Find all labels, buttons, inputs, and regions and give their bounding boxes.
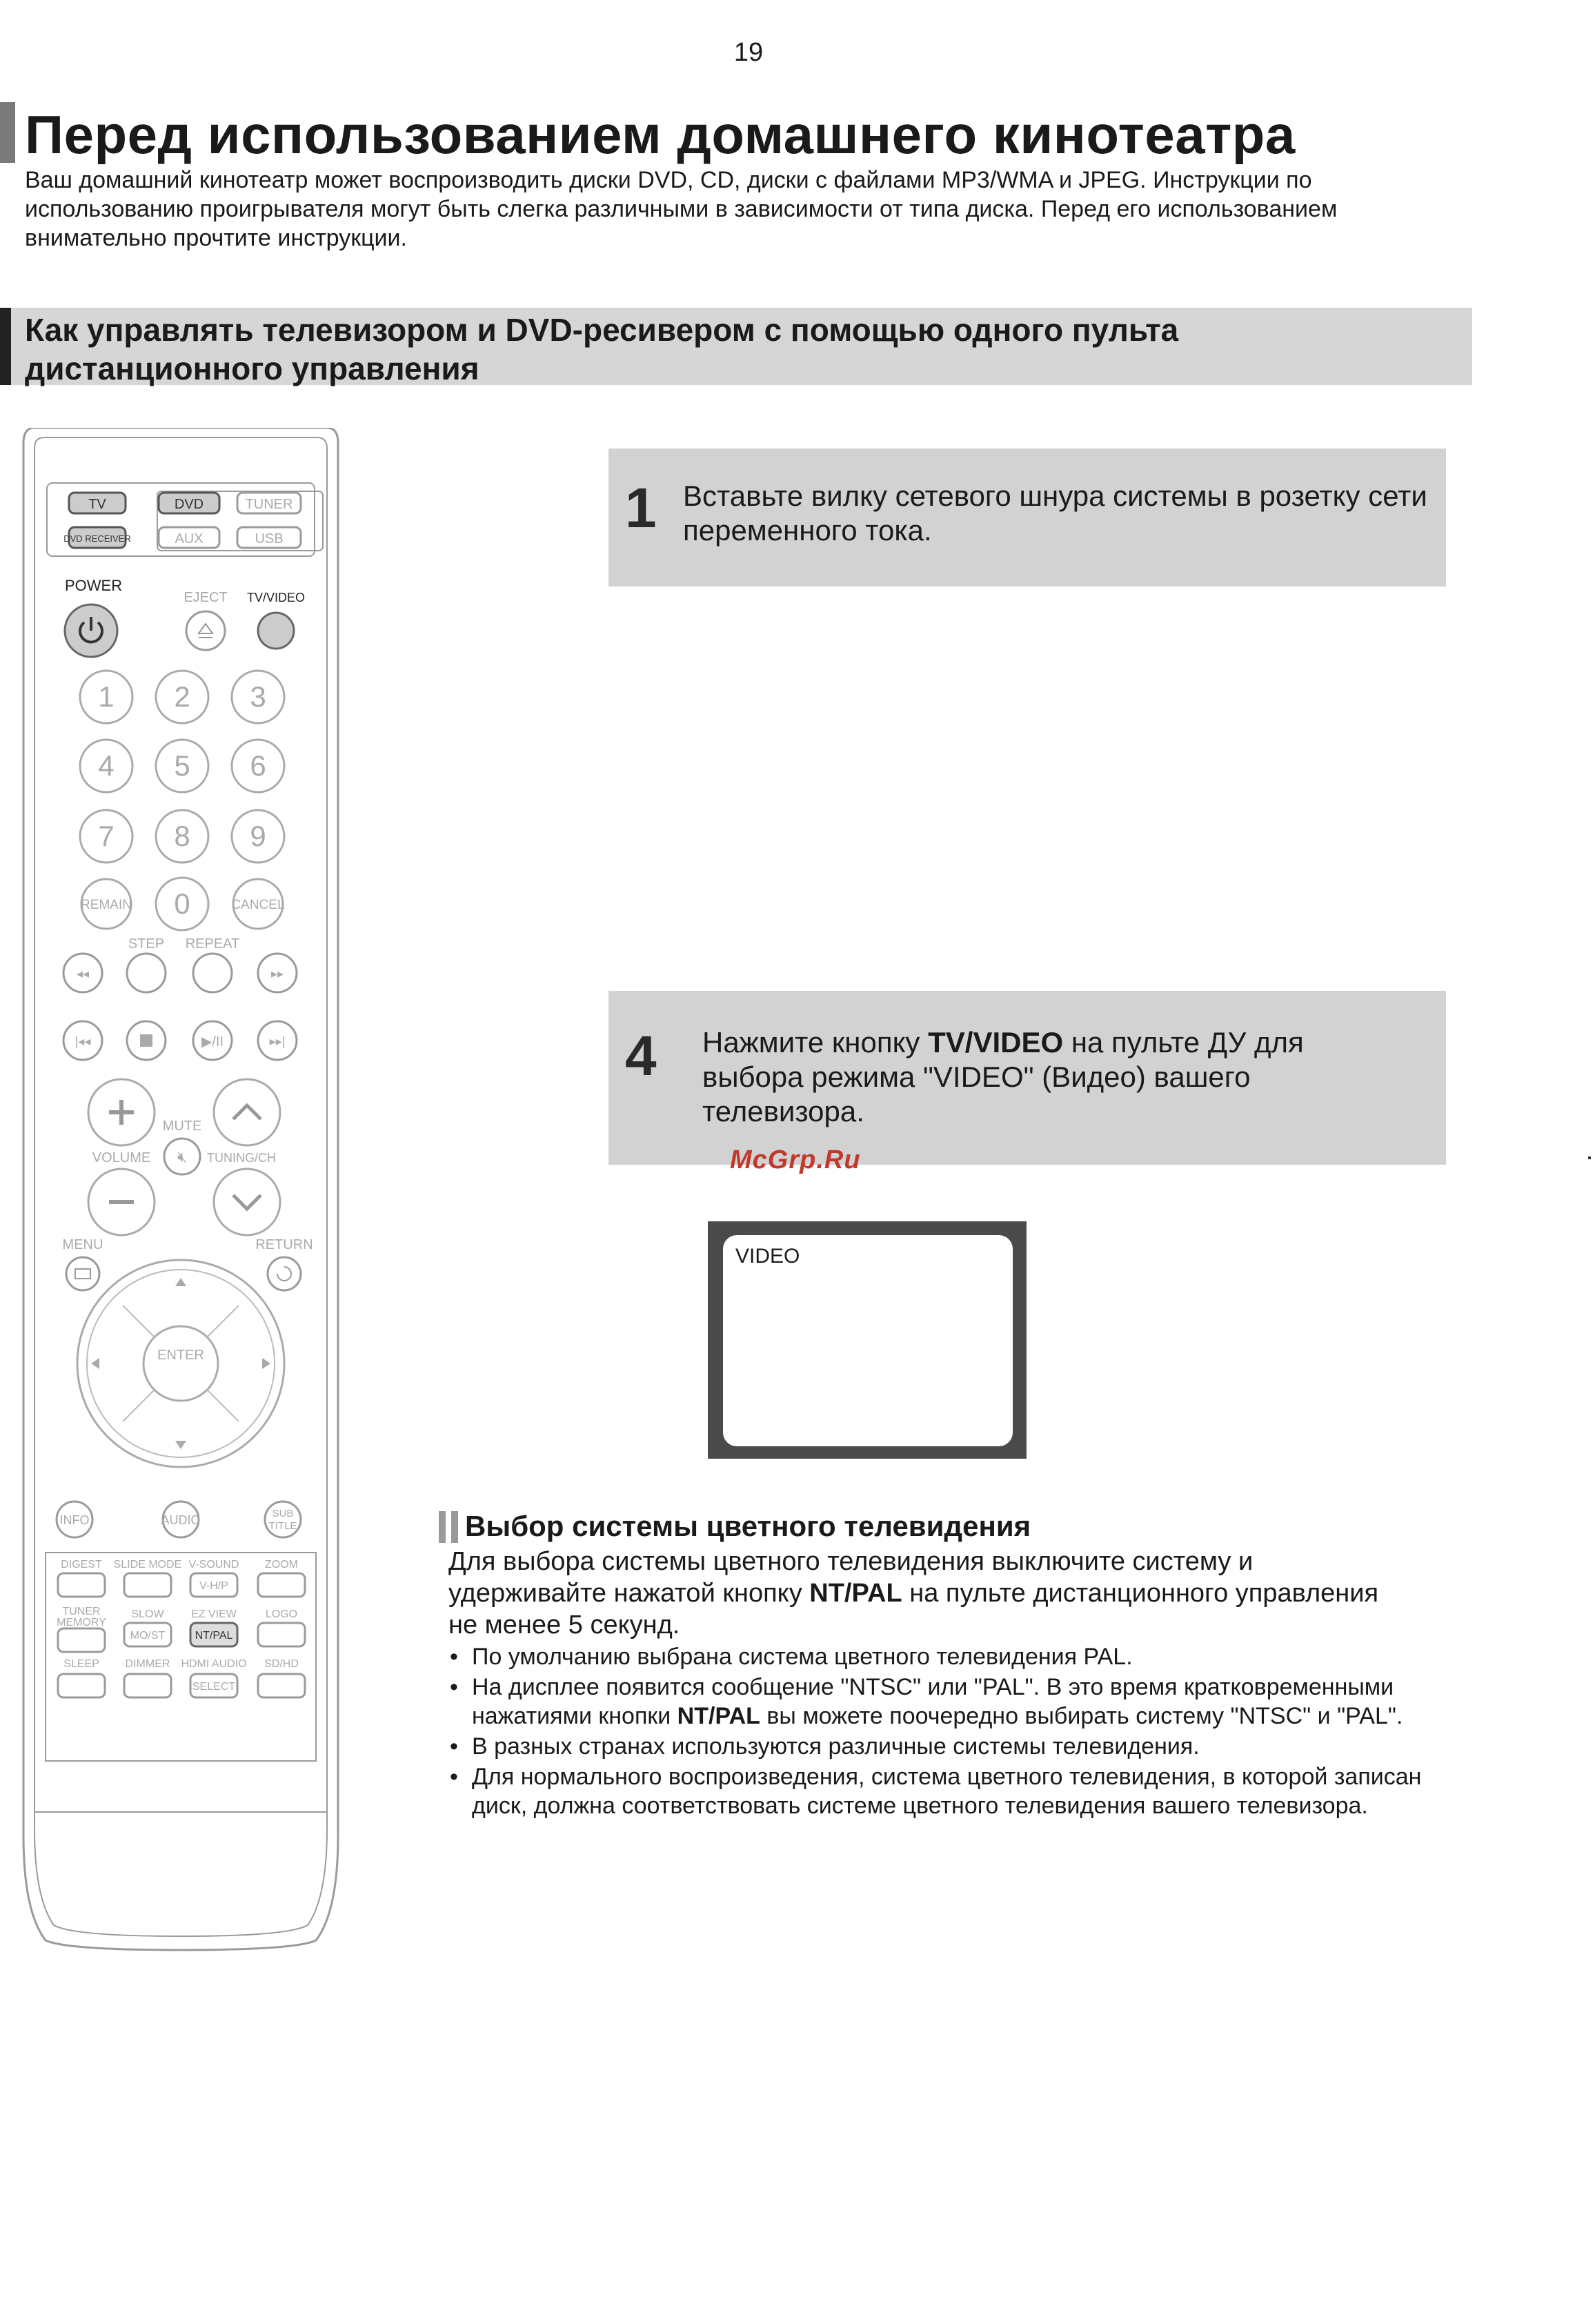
dimmer-label: DIMMER bbox=[125, 1658, 170, 1670]
repeat-label: REPEAT bbox=[185, 936, 240, 952]
number-label-0: 0 bbox=[174, 887, 190, 920]
repeat-button[interactable] bbox=[193, 954, 232, 992]
tuner-mode-label: TUNER bbox=[245, 497, 293, 512]
tuning-ch-label: TUNING/CH bbox=[207, 1151, 276, 1165]
nt-pal-key: NT/PAL bbox=[677, 1703, 760, 1729]
enter-label: ENTER bbox=[157, 1348, 204, 1363]
dimmer-button[interactable] bbox=[124, 1674, 171, 1697]
nav-up-icon[interactable] bbox=[175, 1278, 186, 1286]
audio-label: AUDIO bbox=[161, 1513, 201, 1527]
power-label: POWER bbox=[65, 577, 123, 594]
color-system-bullets bbox=[448, 1642, 1428, 1822]
menu-button[interactable] bbox=[66, 1257, 99, 1290]
step-label: STEP bbox=[128, 936, 165, 952]
step-4-text-part: Нажмите кнопку bbox=[702, 1026, 929, 1058]
remote-inner-outline bbox=[34, 437, 327, 1936]
tuner-memory-label: MEMORY bbox=[57, 1617, 106, 1628]
chevron-up-icon bbox=[233, 1105, 261, 1119]
paragraph-text: Для выбора системы цветного телевидения выключите систему и удерживайте нажатой кнопку bbox=[448, 1547, 1254, 1608]
section-heading: Как управлять телевизором и DVD-ресивером с помощью одного пульта дистанционного управления bbox=[25, 312, 1179, 386]
nav-divider bbox=[207, 1390, 239, 1421]
page-number: 19 bbox=[733, 38, 764, 67]
sleep-button[interactable] bbox=[58, 1674, 105, 1697]
dvd-mode-label: DVD bbox=[174, 497, 204, 512]
number-label-8: 8 bbox=[174, 820, 190, 852]
zoom-button[interactable] bbox=[258, 1573, 305, 1597]
bullet-text: На дисплее появится сообщение "NTSC" или "PAL". В это время кратковременными нажатиями кнопки bbox=[472, 1674, 1394, 1729]
remote-body bbox=[23, 428, 338, 1950]
title-accent-bar bbox=[0, 102, 15, 163]
subsection-accent-bars bbox=[439, 1511, 459, 1543]
nt-pal-label: NT/PAL bbox=[195, 1630, 233, 1642]
cancel-label: CANCEL bbox=[231, 898, 285, 912]
tuner-memory-button[interactable] bbox=[58, 1628, 105, 1652]
play-pause-icon: ▶/II bbox=[201, 1034, 224, 1050]
eject-label: EJECT bbox=[184, 590, 228, 605]
zoom-label: ZOOM bbox=[265, 1559, 298, 1570]
remote-control-illustration bbox=[19, 428, 342, 1951]
number-label-6: 6 bbox=[250, 749, 266, 782]
slide-mode-button[interactable] bbox=[124, 1573, 171, 1597]
enter-button[interactable] bbox=[143, 1326, 218, 1401]
vhp-label: V-H/P bbox=[199, 1580, 228, 1592]
remain-label: REMAIN bbox=[81, 898, 132, 912]
skip-forward-icon: ▸▸| bbox=[269, 1034, 286, 1048]
watermark: McGrp.Ru bbox=[730, 1145, 861, 1174]
nt-pal-key: NT/PAL bbox=[809, 1579, 902, 1608]
digest-label: DIGEST bbox=[61, 1559, 102, 1570]
step-button[interactable] bbox=[127, 954, 166, 992]
slide-mode-label: SLIDE MODE bbox=[113, 1559, 182, 1570]
section-accent-bar bbox=[0, 308, 11, 385]
nav-down-icon[interactable] bbox=[175, 1441, 186, 1449]
step-4-box bbox=[608, 991, 1446, 1165]
number-label-2: 2 bbox=[174, 680, 190, 713]
digest-button[interactable] bbox=[58, 1573, 105, 1597]
color-system-paragraph bbox=[448, 1546, 1414, 1641]
number-label-3: 3 bbox=[250, 680, 266, 713]
v-sound-label: V-SOUND bbox=[188, 1559, 239, 1570]
number-label-5: 5 bbox=[174, 749, 190, 782]
rewind-icon: ◂◂ bbox=[76, 967, 90, 981]
nav-divider bbox=[123, 1306, 155, 1337]
step-4-text bbox=[702, 1025, 1392, 1129]
eject-button[interactable] bbox=[186, 611, 225, 650]
step-1-box bbox=[608, 449, 1446, 587]
return-icon bbox=[277, 1267, 291, 1281]
select-label: SELECT bbox=[192, 1681, 236, 1693]
chevron-down-icon bbox=[233, 1195, 261, 1209]
usb-mode-label: USB bbox=[255, 531, 284, 546]
function-panel bbox=[46, 1553, 316, 1761]
sleep-label: SLEEP bbox=[63, 1658, 99, 1670]
number-label-7: 7 bbox=[98, 820, 115, 852]
stop-icon bbox=[140, 1034, 152, 1047]
nav-divider bbox=[123, 1390, 155, 1421]
channel-up-button[interactable] bbox=[214, 1079, 280, 1145]
volume-label: VOLUME bbox=[92, 1150, 151, 1165]
fast-forward-icon: ▸▸ bbox=[270, 967, 284, 981]
ez-view-label: EZ VIEW bbox=[191, 1608, 237, 1620]
hdmi-audio-label: HDMI AUDIO bbox=[181, 1658, 247, 1670]
sd-hd-label: SD/HD bbox=[264, 1658, 299, 1670]
tv-video-button[interactable] bbox=[258, 613, 294, 649]
step-4-text-part: на пульте ДУ для выбора режима "VIDEO" (Видео) вашего телевизора. bbox=[702, 1026, 1304, 1127]
eject-icon bbox=[199, 624, 212, 638]
number-label-1: 1 bbox=[98, 680, 115, 713]
tuner-memory-label: TUNER bbox=[62, 1606, 101, 1617]
bullet-item bbox=[448, 1673, 1428, 1731]
tv-screen-label: VIDEO bbox=[735, 1245, 800, 1268]
return-button[interactable] bbox=[268, 1257, 301, 1290]
tv-mode-label: TV bbox=[88, 497, 106, 512]
bullet-item: • В разных странах используются различные системы телевидения. bbox=[448, 1732, 1428, 1761]
number-label-9: 9 bbox=[250, 820, 266, 852]
paragraph-text: на пульте дистанционного управления не менее 5 секунд. bbox=[448, 1579, 1379, 1639]
menu-label: MENU bbox=[62, 1237, 103, 1252]
channel-down-button[interactable] bbox=[214, 1169, 280, 1235]
step-1-text: Вставьте вилку сетевого шнура системы в розетку сети переменного тока. bbox=[683, 480, 1427, 546]
dvd-receiver-label: DVD RECEIVER bbox=[63, 533, 131, 544]
intro-paragraph: Ваш домашний кинотеатр может воспроизводить диски DVD, CD, диски с файлами MP3/WMA и JPEG. Инструкции по использованию проигрывателя могут быть слегка различными в зависимости от типа диска. Перед его использованием внимательно прочтите инструкции. bbox=[25, 167, 1338, 251]
number-label-4: 4 bbox=[98, 749, 115, 782]
step-4-tv-video-key: TV/VIDEO bbox=[928, 1026, 1064, 1058]
skip-back-icon: |◂◂ bbox=[75, 1034, 91, 1048]
info-label: INFO bbox=[59, 1513, 90, 1527]
aux-mode-label: AUX bbox=[175, 531, 204, 546]
sd-hd-button[interactable] bbox=[258, 1674, 305, 1697]
slow-label: SLOW bbox=[131, 1608, 164, 1620]
navigation-ring bbox=[77, 1260, 284, 1467]
mute-icon: 🔇︎ bbox=[177, 1148, 187, 1165]
plus-icon bbox=[109, 1100, 134, 1125]
step-1-number: 1 bbox=[625, 477, 657, 540]
color-system-heading: Выбор системы цветного телевидения bbox=[465, 1510, 1031, 1542]
tv-video-label: TV/VIDEO bbox=[246, 591, 306, 604]
page-title: Перед использованием домашнего кинотеатра bbox=[25, 104, 1296, 165]
nav-divider bbox=[207, 1306, 239, 1337]
mute-label: MUTE bbox=[162, 1119, 202, 1134]
bullet-text: вы можете поочередно выбирать систему "NTSC" и "PAL". bbox=[760, 1703, 1403, 1729]
return-label: RETURN bbox=[255, 1237, 313, 1252]
bullet-item: • По умолчанию выбрана система цветного телевидения PAL. bbox=[448, 1642, 1428, 1671]
logo-label: LOGO bbox=[265, 1608, 298, 1620]
menu-icon bbox=[75, 1269, 90, 1279]
subtitle-label: SUB bbox=[272, 1508, 294, 1519]
logo-button[interactable] bbox=[258, 1623, 305, 1646]
step-4-number: 4 bbox=[625, 1025, 657, 1087]
bullet-item: • Для нормального воспроизведения, система цветного телевидения, в которой записан диск, должна соответствовать системе цветного телевидения вашего телевизора. bbox=[448, 1762, 1428, 1820]
nav-left-icon[interactable] bbox=[91, 1358, 99, 1369]
navigation-ring-inner bbox=[87, 1270, 275, 1457]
margin-mark bbox=[1588, 1156, 1591, 1159]
subtitle-button[interactable] bbox=[265, 1501, 301, 1537]
mo-st-label: MO/ST bbox=[130, 1630, 166, 1642]
nav-right-icon[interactable] bbox=[262, 1358, 270, 1369]
subtitle-label: TITLE bbox=[268, 1520, 297, 1532]
